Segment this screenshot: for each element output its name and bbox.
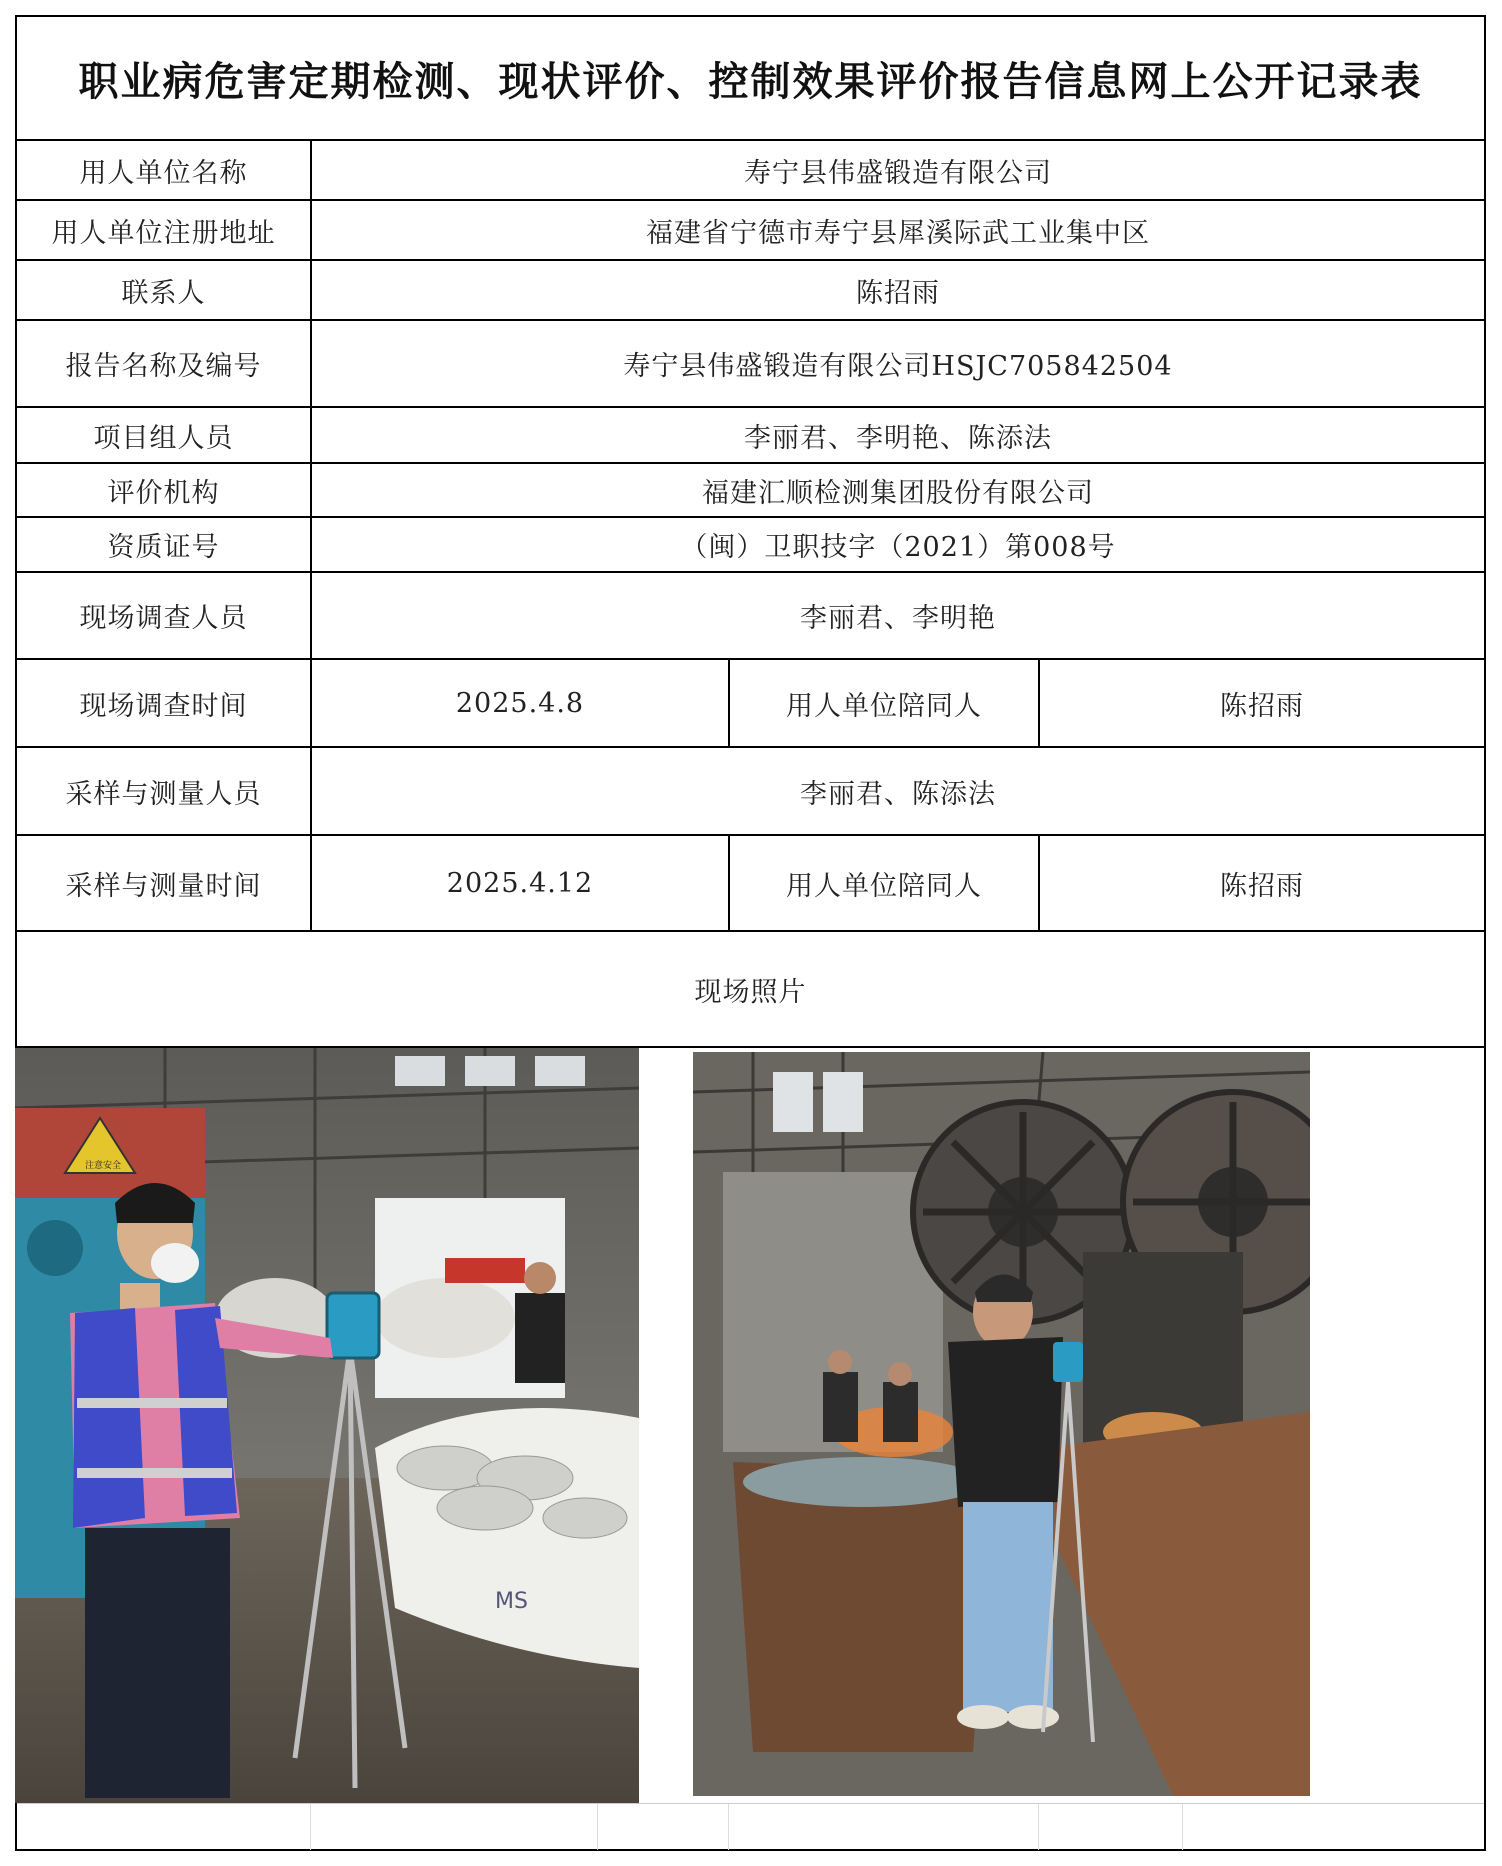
label-contact: 联系人 — [121, 277, 206, 309]
divider — [728, 1804, 729, 1850]
row-company-name — [17, 141, 1484, 201]
site-photo-left-image — [15, 1048, 639, 1803]
site-photo-right — [693, 1052, 1310, 1796]
divider — [1038, 1804, 1039, 1850]
photos-label: 现场照片 — [694, 976, 807, 1008]
page-title: 职业病危害定期检测、现状评价、控制效果评价报告信息网上公开记录表 — [78, 57, 1423, 105]
record-table — [15, 15, 1486, 1851]
row-certificate — [17, 518, 1484, 573]
label-survey-companion: 用人单位陪同人 — [728, 660, 1038, 746]
label-agency: 评价机构 — [107, 477, 220, 509]
label-sampling-time: 采样与测量时间 — [65, 870, 262, 902]
value-agency: 福建汇顺检测集团股份有限公司 — [310, 464, 1484, 516]
value-project-team: 李丽君、李明艳、陈添法 — [310, 408, 1484, 462]
value-sampling-time: 2025.4.12 — [310, 836, 728, 930]
row-survey-staff — [17, 573, 1484, 660]
label-sampling-staff: 采样与测量人员 — [65, 778, 262, 810]
label-survey-time: 现场调查时间 — [79, 690, 248, 722]
site-photo-left — [15, 1048, 639, 1803]
label-company-address: 用人单位注册地址 — [51, 217, 276, 249]
value-survey-staff: 李丽君、李明艳 — [310, 573, 1484, 658]
value-sampling-companion: 陈招雨 — [1038, 836, 1484, 930]
label-report-name: 报告名称及编号 — [65, 351, 262, 382]
row-sampling-staff — [17, 748, 1484, 836]
row-sampling-time — [17, 836, 1484, 932]
warning-sign-text: 注意安全 — [85, 1161, 122, 1171]
value-survey-time: 2025.4.8 — [310, 660, 728, 746]
divider — [1182, 1804, 1183, 1850]
divider — [597, 1804, 598, 1850]
value-company-name: 寿宁县伟盛锻造有限公司 — [310, 141, 1484, 199]
divider — [310, 1804, 311, 1850]
photos-area — [17, 1048, 1484, 1803]
value-survey-companion: 陈招雨 — [1038, 660, 1484, 746]
row-contact — [17, 261, 1484, 321]
label-company-name: 用人单位名称 — [79, 157, 248, 189]
bag-print-text: MS — [495, 1589, 528, 1614]
empty-bottom-row — [17, 1803, 1484, 1850]
value-certificate: （闽）卫职技字（2021）第008号 — [310, 518, 1484, 571]
value-company-address: 福建省宁德市寿宁县犀溪际武工业集中区 — [310, 201, 1484, 259]
label-survey-staff: 现场调查人员 — [79, 603, 248, 634]
value-contact: 陈招雨 — [310, 261, 1484, 319]
label-certificate: 资质证号 — [107, 532, 220, 563]
row-project-team — [17, 408, 1484, 464]
label-project-team: 项目组人员 — [93, 422, 234, 454]
value-sampling-staff: 李丽君、陈添法 — [310, 748, 1484, 834]
site-photo-right-image — [693, 1052, 1310, 1796]
row-photos-header — [17, 932, 1484, 1048]
row-report-name — [17, 321, 1484, 408]
row-survey-time — [17, 660, 1484, 748]
value-report-name: 寿宁县伟盛锻造有限公司HSJC705842504 — [310, 321, 1484, 406]
row-company-address — [17, 201, 1484, 261]
label-sampling-companion: 用人单位陪同人 — [728, 836, 1038, 930]
title-row — [17, 17, 1484, 141]
row-agency — [17, 464, 1484, 518]
